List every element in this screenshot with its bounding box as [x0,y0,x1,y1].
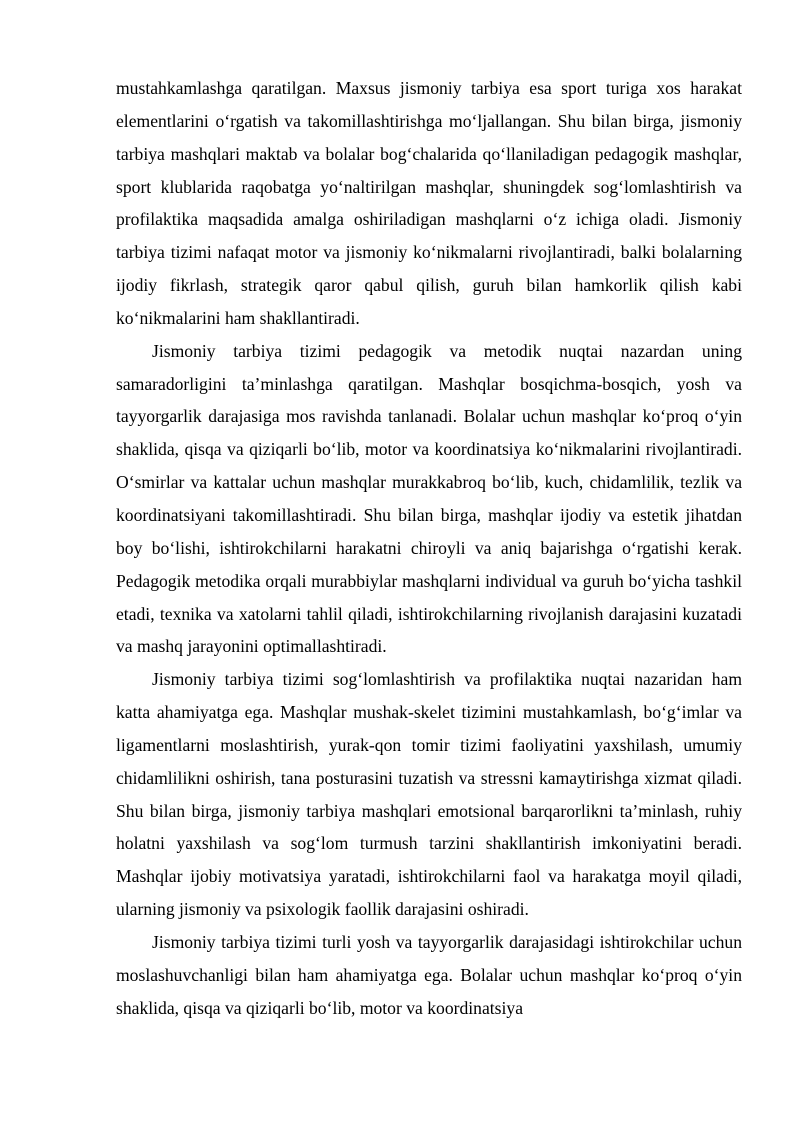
paragraph-adaptability: Jismoniy tarbiya tizimi turli yosh va tayyorgarlik darajasidagi ishtirokchilar uchun moslashuvchanligi bilan ham ahamiyatga ega. Bolalar uchun mashqlar ko‘proq o‘yin shaklida, qisqa va qiziqarli bo‘lib, motor va koordinatsiya [116,931,742,1018]
paragraph-pedagogical-methodology: Jismoniy tarbiya tizimi pedagogik va metodik nuqtai nazardan uning samaradorligini ta’minlashga qaratilgan. Mashqlar bosqichma-bosqich, yosh va tayyorgarlik darajasiga mos ravishda tanlanadi. Bolalar uchun mashqlar ko‘proq o‘yin shaklida, qisqa va qiziqarli bo‘lib, motor va koordinatsiya ko‘nikmalarini rivojlantiradi. O‘smirlar va kattalar uchun mashqlar murakkabroq bo‘lib, kuch, chidamlilik, tezlik va koordinatsiyani takomillashtiradi. Shu bilan birga, mashqlar ijodiy va estetik jihatdan boy bo‘lishi, ishtirokchilarni harakatni chiroyli va aniq bajarishga o‘rgatishi kerak. Pedagogik metodika orqali murabbiylar mashqlarni individual va guruh bo‘yicha tashkil etadi, texnika va xatolarni tahlil qiladi, ishtirokchilarning rivojlanish darajasini kuzatadi va mashq jarayonini optimallashtiradi. [116,340,742,657]
document-page [116,72,742,1024]
paragraph-continuation: mustahkamlashga qaratilgan. Maxsus jismoniy tarbiya esa sport turiga xos harakat elementlarini o‘rgatish va takomillashtirishga mo‘ljallangan. Shu bilan birga, jismoniy tarbiya mashqlari maktab va bolalar bog‘chalarida qo‘llaniladigan pedagogik mashqlar, sport klublarida raqobatga yo‘naltirilgan mashqlar, shuningdek sog‘lomlashtirish va profilaktika maqsadida amalga oshiriladigan mashqlarni o‘z ichiga oladi. Jismoniy tarbiya tizimi nafaqat motor va jismoniy ko‘nikmalarni rivojlantiradi, balki bolalarning ijodiy fikrlash, strategik qaror qabul qilish, guruh bilan hamkorlik qilish kabi ko‘nikmalarini ham shakllantiradi. [116,78,742,328]
paragraph-health-prevention: Jismoniy tarbiya tizimi sog‘lomlashtirish va profilaktika nuqtai nazaridan ham katta ahamiyatga ega. Mashqlar mushak-skelet tizimini mustahkamlash, bo‘g‘imlar va ligamentlarni moslashtirish, yurak-qon tomir tizimi faoliyatini yaxshilash, umumiy chidamlilikni oshirish, tana posturasini tuzatish va stressni kamaytirishga xizmat qiladi. Shu bilan birga, jismoniy tarbiya mashqlari emotsional barqarorlikni ta’minlash, ruhiy holatni yaxshilash va sog‘lom turmush tarzini shakllantirish imkoniyatini beradi. Mashqlar ijobiy motivatsiya yaratadi, ishtirokchilarni faol va harakatga moyil qiladi, ularning jismoniy va psixologik faollik darajasini oshiradi. [116,669,742,920]
